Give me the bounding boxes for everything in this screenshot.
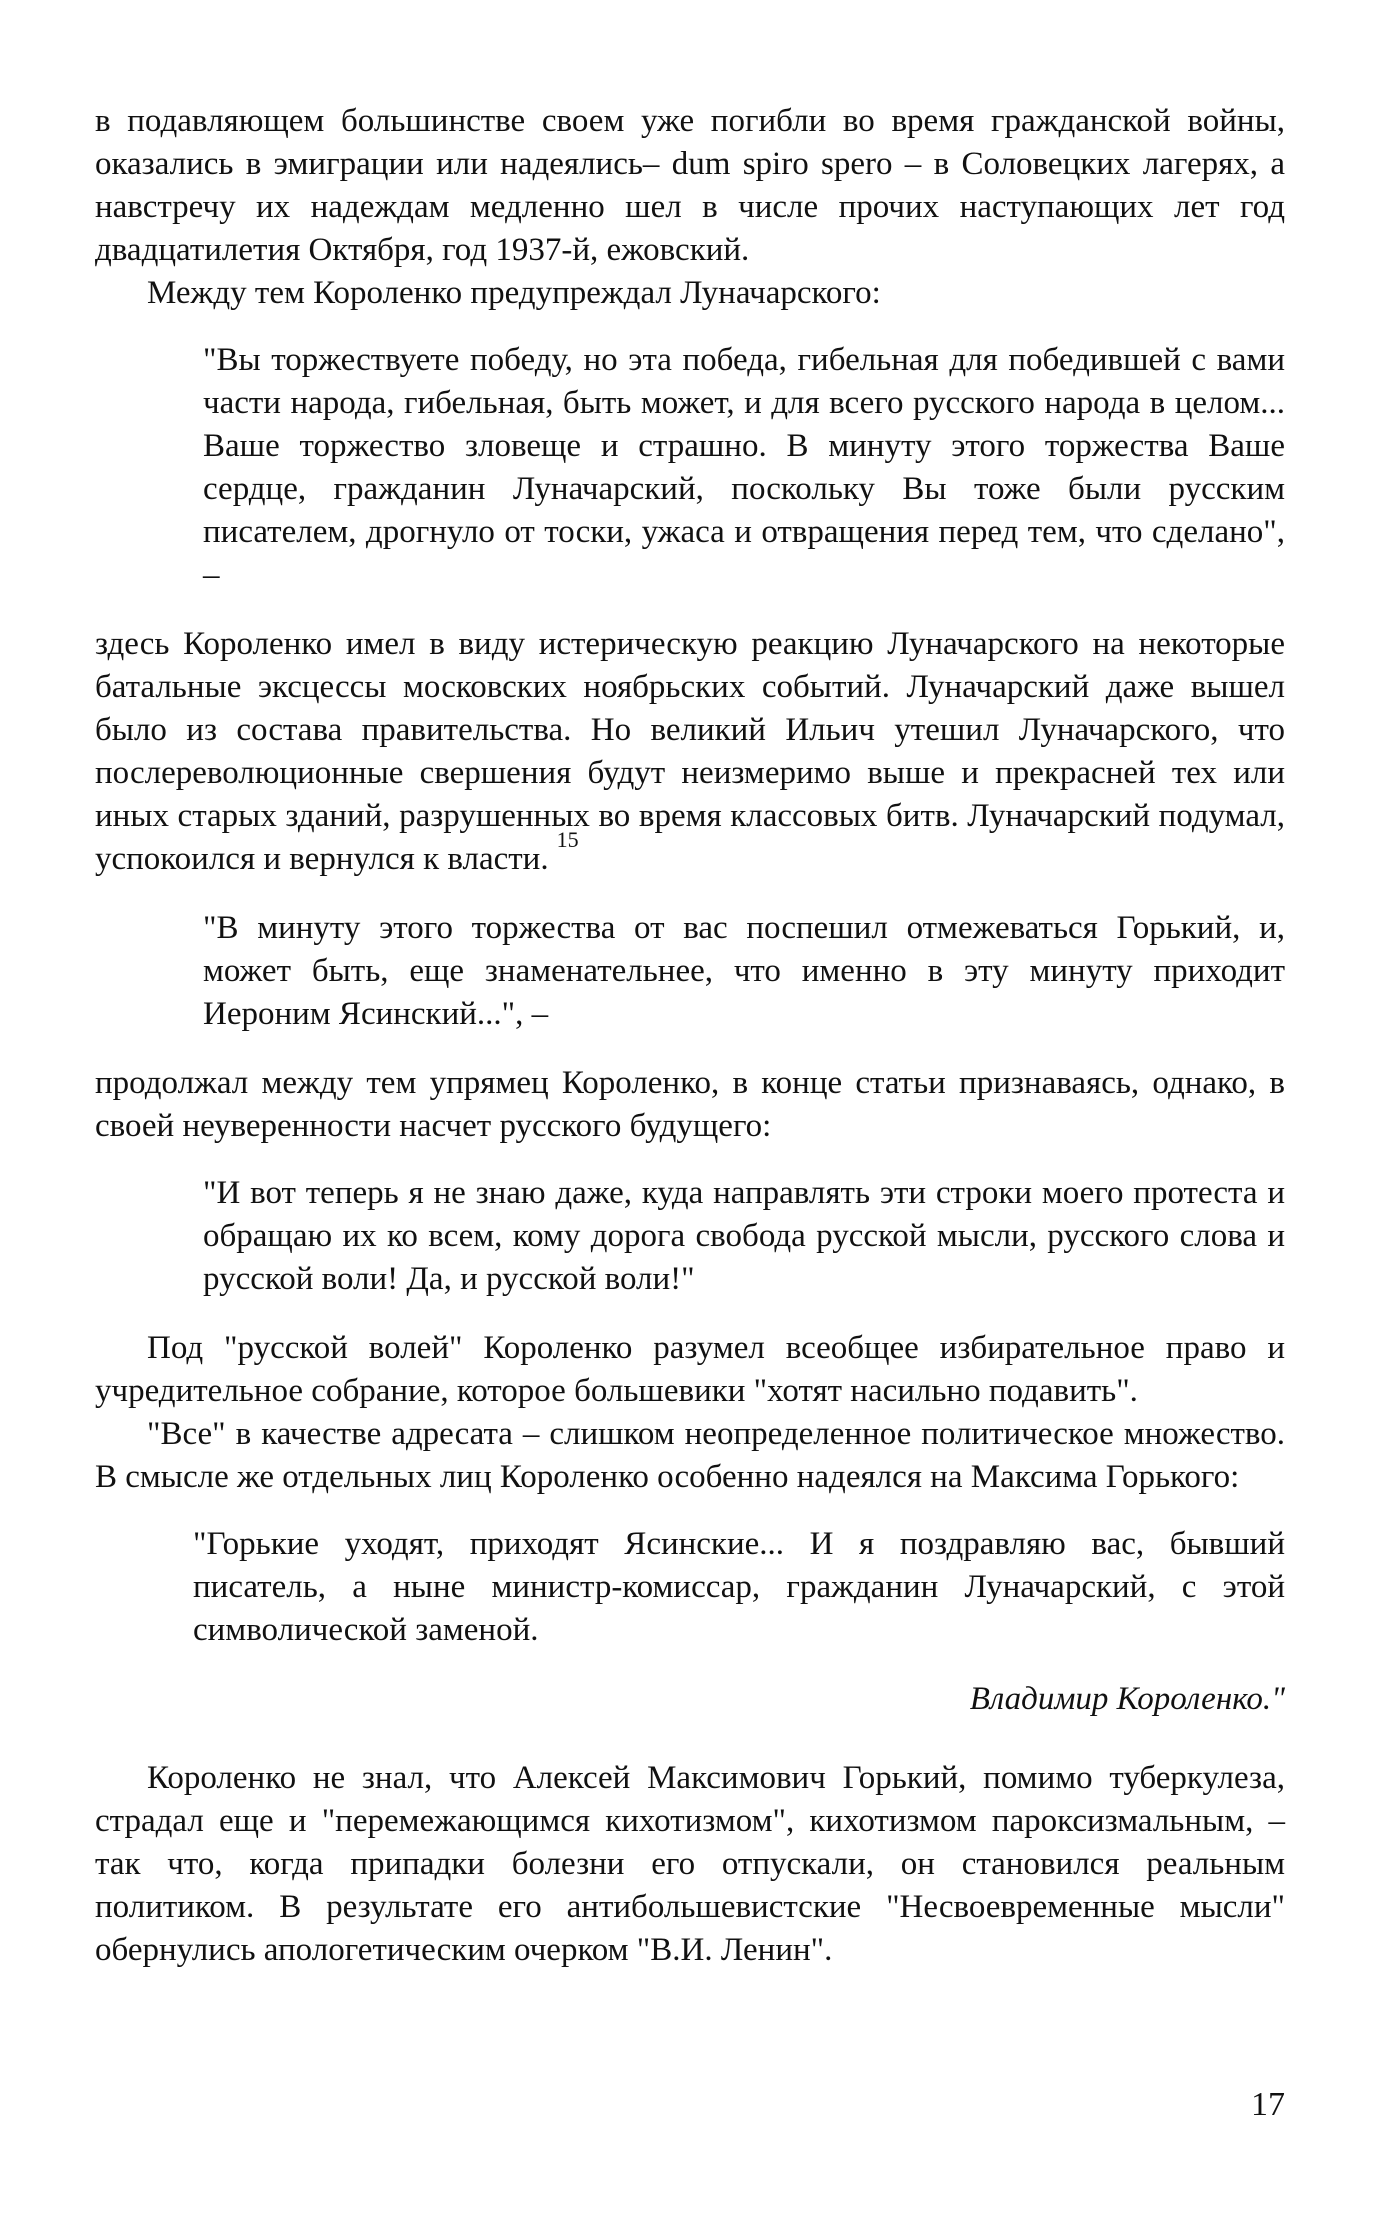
paragraph-2: Между тем Короленко предупреждал Луначарского: (147, 275, 881, 311)
paragraph-7: Короленко не знал, что Алексей Максимович Горький, помимо туберкулеза, страдал еще и "перемежающимся кихотизмом", кихотизмом пароксизмальным, – так что, когда припадки болезни его отпускали, он становился реальным политиком. В результате его антибольшевистские "Несвоевременные мысли" обернулись апологетическим очерком "В.И. Ленин". (95, 1760, 1285, 1968)
footnote-marker: 15 (556, 827, 579, 852)
paragraph-6: "Все" в качестве адресата – слишком неопределенное политическое множество. В смысле же отдельных лиц Короленко особенно надеялся на Максима Горького: (95, 1416, 1285, 1495)
signature: Владимир Короленко." (969, 1681, 1285, 1717)
page-number: 17 (1251, 2086, 1285, 2123)
paragraph-4: продолжал между тем упрямец Короленко, в конце статьи признаваясь, однако, в своей неуверенности насчет русского будущего: (95, 1065, 1285, 1144)
paragraph-5: Под "русской волей" Короленко разумел всеобщее избирательное право и учредительное собрание, которое большевики "хотят насильно подавить". (95, 1330, 1285, 1409)
page-body (95, 100, 1285, 1972)
paragraph-1: в подавляющем большинстве своем уже погибли во время гражданской войны, оказались в эмиграции или надеялись– dum spiro spero – в Соловецких лагерях, а навстречу их надеждам медленно шел в числе прочих наступающих лет год двадцатилетия Октября, год 1937-й, ежовский. (95, 103, 1285, 268)
paragraph-3-text: здесь Короленко имел в виду истерическую реакцию Луначарского на некоторые батальные эксцессы московских ноябрьских событий. Луначарский даже вышел было из состава правительства. Но великий Ильич утешил Луначарского, что послереволюционные свершения будут неизмеримо выше и прекрасней тех или иных старых зданий, разрушенных во время классовых битв. Луначарский подумал, успокоился и вернулся к власти. (95, 626, 1285, 877)
quote-2: "В минуту этого торжества от вас поспешил отмежеваться Горький, и, может быть, еще знаменательнее, что именно в эту минуту приходит Иероним Ясинский...", – (203, 910, 1285, 1032)
quote-1: "Вы торжествуете победу, но эта победа, гибельная для победившей с вами части народа, гибельная, быть может, и для всего русского народа в целом... Ваше торжество зловеще и страшно. В минуту этого торжества Ваше сердце, гражданин Луначарский, поскольку Вы тоже были русским писателем, дрогнуло от тоски, ужаса и отвращения перед тем, что сделано", – (203, 342, 1285, 593)
paragraph-3 (95, 623, 1285, 883)
quote-4: "Горькие уходят, приходят Ясинские... И я поздравляю вас, бывший писатель, а ныне министр-комиссар, гражданин Луначарский, с этой символической заменой. (193, 1526, 1285, 1648)
quote-3: "И вот теперь я не знаю даже, куда направлять эти строки моего протеста и обращаю их ко всем, кому дорога свобода русской мысли, русского слова и русской воли! Да, и русской воли!" (203, 1175, 1285, 1297)
